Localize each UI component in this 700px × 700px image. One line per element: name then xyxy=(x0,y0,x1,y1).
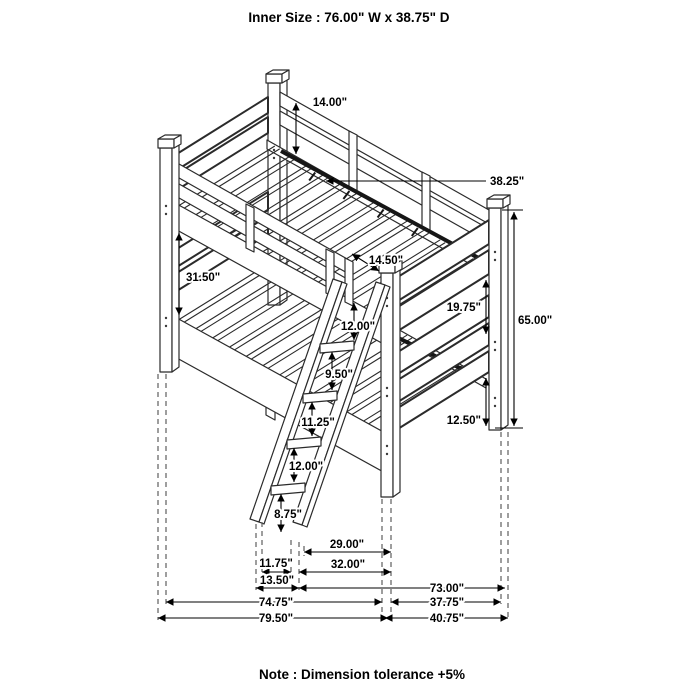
dim-ladder-width-outer xyxy=(256,575,299,588)
dim-label: 11.75" xyxy=(259,558,293,570)
dim-length-with-ladder xyxy=(166,597,382,609)
near-head-post xyxy=(158,135,181,372)
dim-label: 73.00" xyxy=(429,583,465,595)
dim-label: 9.50" xyxy=(325,369,353,381)
dim-label: 65.00" xyxy=(518,315,553,327)
dim-label: 19.75" xyxy=(446,302,481,314)
dim-depth-inner xyxy=(391,597,501,609)
dim-ladder-width xyxy=(259,558,293,572)
dim-label: 79.50" xyxy=(258,613,294,625)
dim-label: 11.25" xyxy=(301,417,335,429)
dim-label: 31.50" xyxy=(186,272,221,284)
dim-label: 40.75" xyxy=(429,613,465,625)
tolerance-note: Note : Dimension tolerance +5% xyxy=(259,667,465,682)
dim-label: 32.00" xyxy=(330,559,366,571)
dim-ladder-bottom xyxy=(274,494,302,532)
far-foot-post xyxy=(487,195,510,430)
dim-label: 12.50" xyxy=(446,415,481,427)
dim-label: 12.00" xyxy=(288,461,324,473)
dim-overall-depth xyxy=(385,613,508,625)
dim-base-length xyxy=(299,583,505,595)
dim-label: 74.75" xyxy=(258,597,294,609)
dim-label: 29.00" xyxy=(329,539,365,551)
dim-overall-length xyxy=(158,613,388,625)
dim-label: 14.50" xyxy=(368,255,404,267)
dim-label: 12.00" xyxy=(340,321,376,333)
dim-ladder-to-leg-outer xyxy=(299,559,391,572)
dim-ladder-to-leg xyxy=(304,539,391,552)
dim-label: 14.00" xyxy=(312,97,348,109)
diagram-title: Inner Size : 76.00" W x 38.75" D xyxy=(248,10,450,25)
dim-label: 13.50" xyxy=(259,575,295,587)
dim-label: 8.75" xyxy=(274,509,302,521)
dim-label: 38.25" xyxy=(490,176,525,188)
dim-label: 37.75" xyxy=(429,597,465,609)
